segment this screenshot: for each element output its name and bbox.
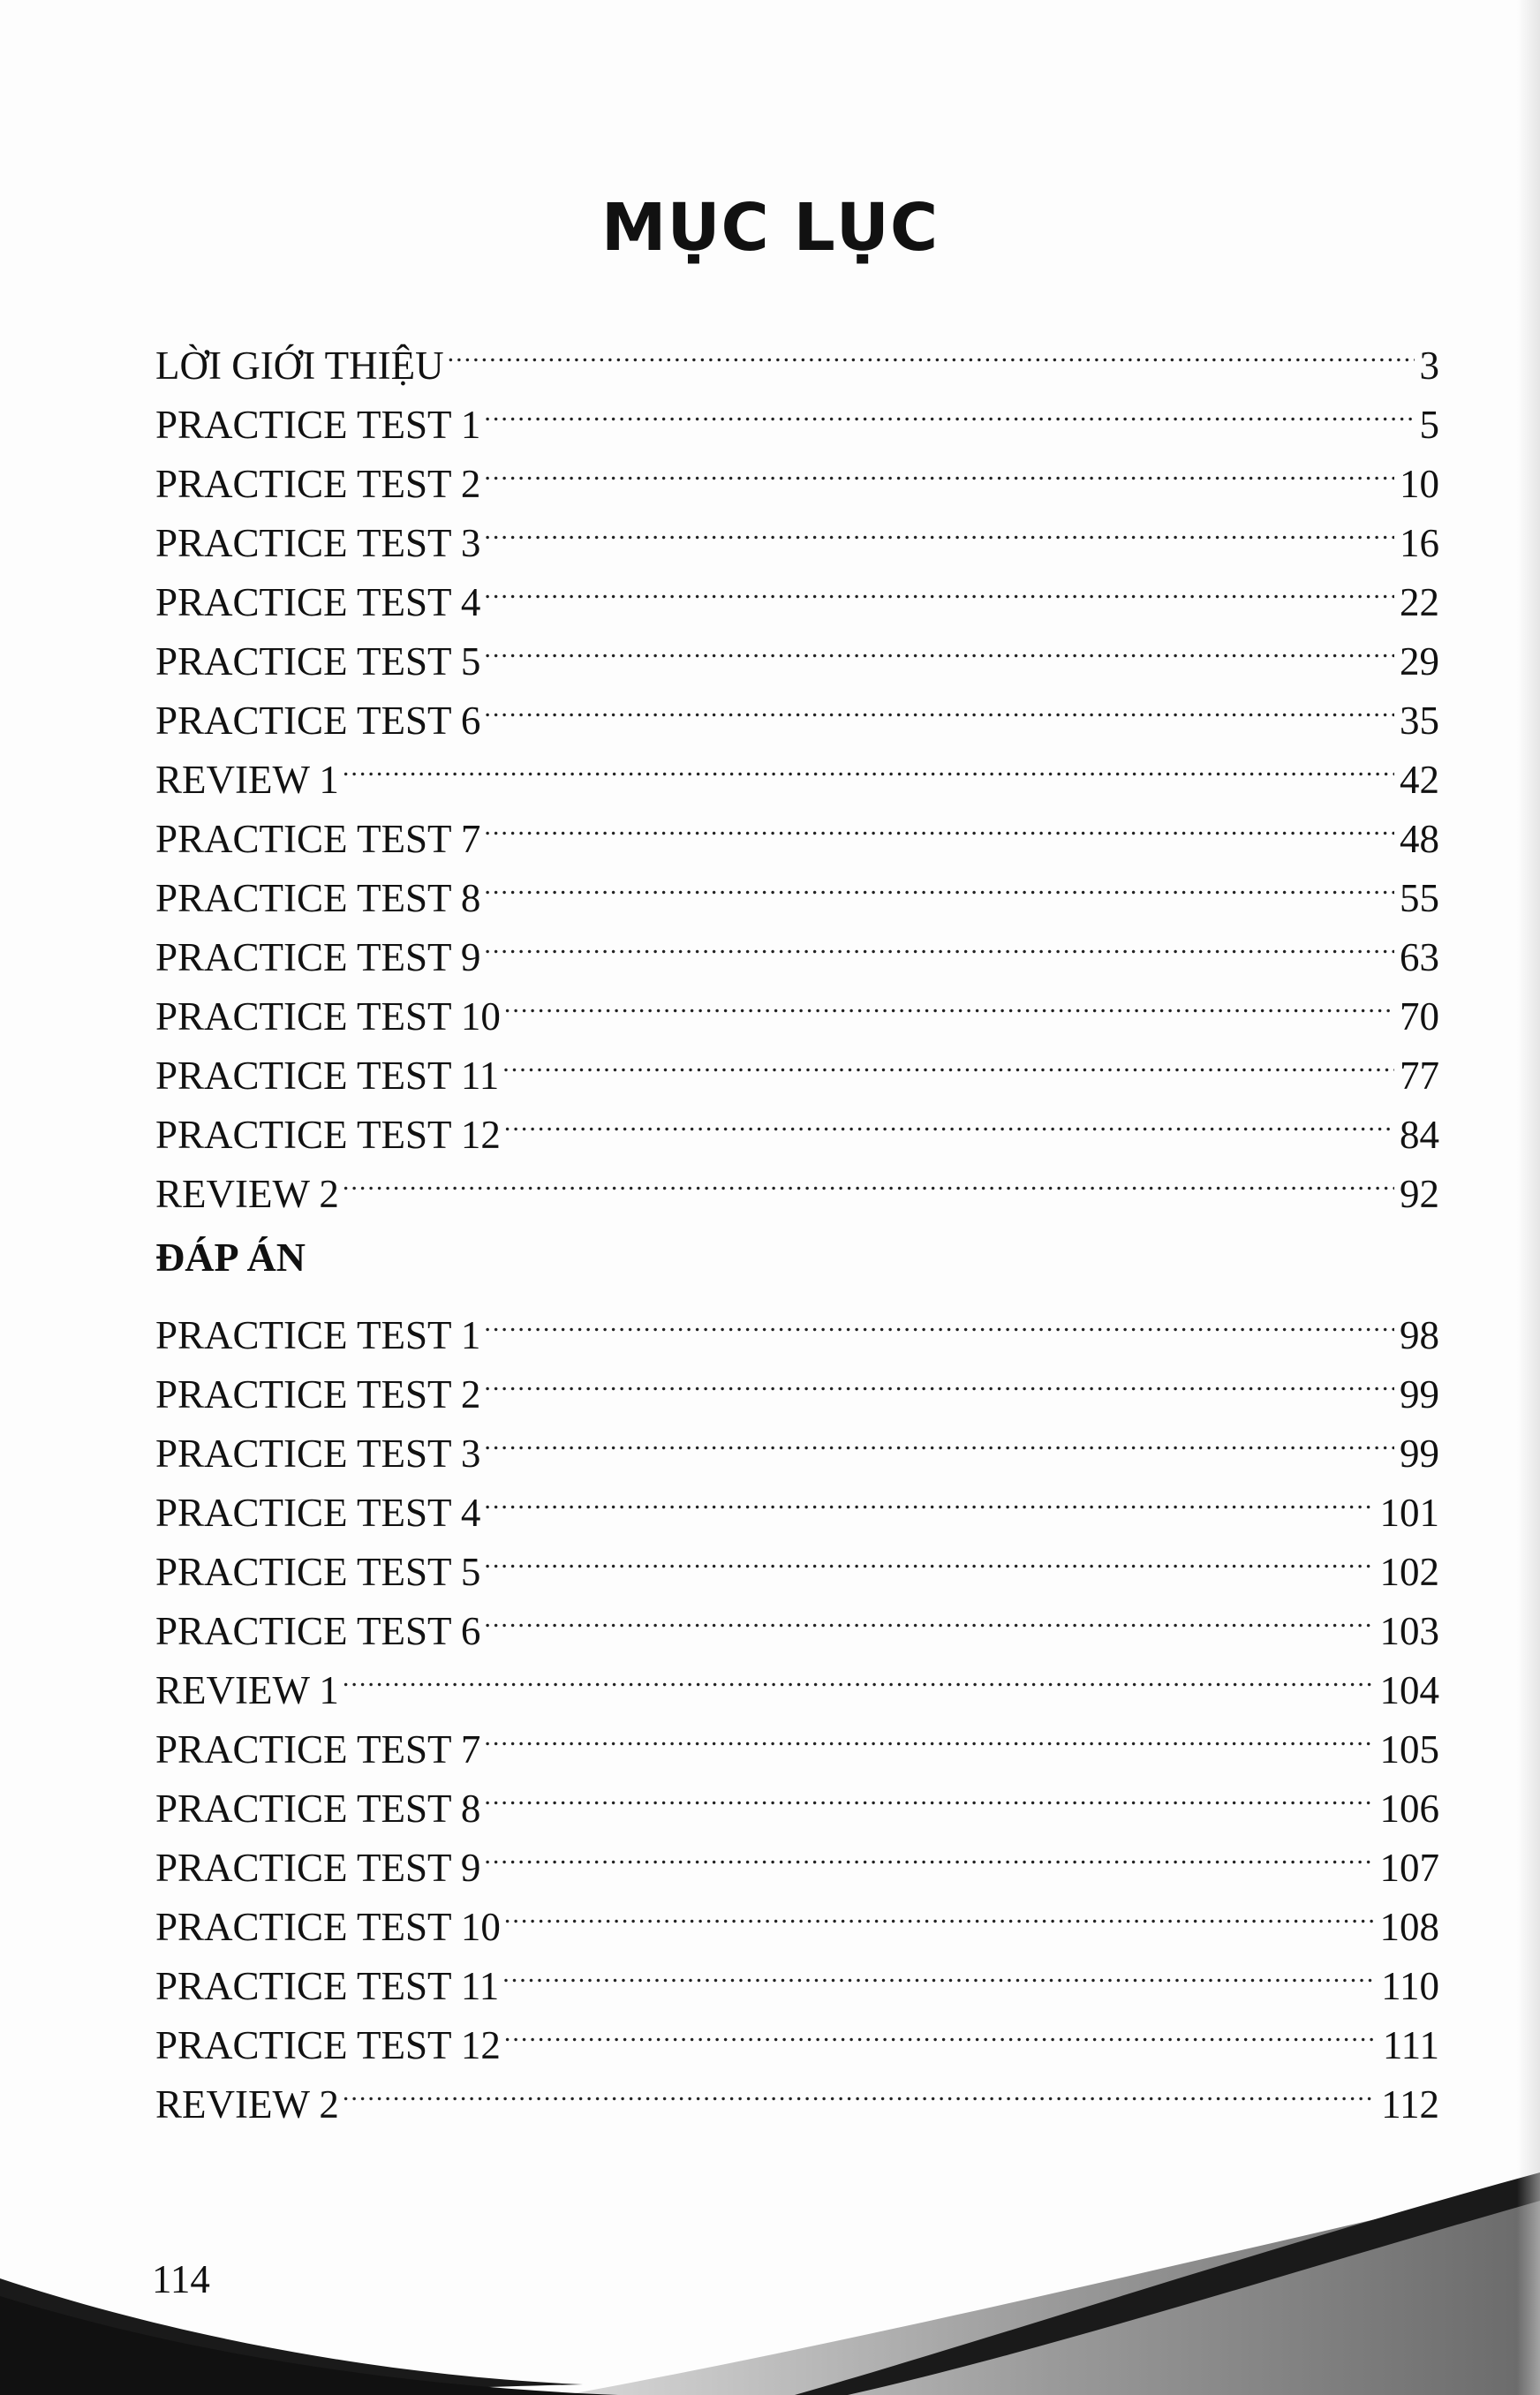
- toc-row-label: REVIEW 2: [155, 1172, 339, 1216]
- toc-row-label: PRACTICE TEST 12: [155, 1113, 501, 1157]
- toc-row-label: PRACTICE TEST 11: [155, 1054, 500, 1098]
- toc-row-page: 106: [1379, 1787, 1439, 1831]
- toc-row-page: 55: [1400, 876, 1439, 920]
- toc-row-page: 42: [1400, 758, 1439, 802]
- page-title: MỤC LỤC: [600, 190, 940, 266]
- toc-row-page: 10: [1400, 462, 1439, 506]
- toc-row-page: 63: [1400, 935, 1439, 979]
- swoosh-gray-band: [565, 2181, 1540, 2395]
- toc-row-page: 35: [1400, 699, 1439, 743]
- toc-row-page: 16: [1400, 521, 1439, 565]
- toc-row-page: 107: [1379, 1846, 1439, 1890]
- toc-row-page: 99: [1400, 1372, 1439, 1417]
- toc-row-page: 99: [1400, 1432, 1439, 1476]
- toc-row-label: PRACTICE TEST 12: [155, 2023, 501, 2067]
- page-edge-shadow: [1517, 0, 1540, 2395]
- toc-row-page: 110: [1381, 1964, 1439, 2008]
- toc-row-label: PRACTICE TEST 3: [155, 1432, 481, 1476]
- toc-row-label: PRACTICE TEST 3: [155, 521, 481, 565]
- toc-row-label: PRACTICE TEST 8: [155, 876, 481, 920]
- toc-row-page: 29: [1400, 639, 1439, 684]
- toc-row-label: REVIEW 2: [155, 2082, 339, 2127]
- toc-row-page: 108: [1379, 1905, 1439, 1949]
- toc-row-label: PRACTICE TEST 9: [155, 935, 481, 979]
- answers-heading: ĐÁP ÁN: [155, 1235, 306, 1280]
- toc-row-label: REVIEW 1: [155, 758, 339, 802]
- toc-row-label: PRACTICE TEST 2: [155, 462, 481, 506]
- toc-row-label: LỜI GIỚI THIỆU: [155, 344, 444, 388]
- toc-row-label: PRACTICE TEST 5: [155, 639, 481, 684]
- toc-row-page: 77: [1400, 1054, 1439, 1098]
- toc-row-label: PRACTICE TEST 4: [155, 1491, 481, 1535]
- toc-row-page: 22: [1400, 580, 1439, 624]
- toc-row-label: PRACTICE TEST 4: [155, 580, 481, 624]
- toc-row-label: PRACTICE TEST 10: [155, 994, 501, 1039]
- toc-row-page: 111: [1382, 2023, 1439, 2067]
- toc-row-label: PRACTICE TEST 8: [155, 1787, 481, 1831]
- toc-row-page: 98: [1400, 1313, 1439, 1357]
- toc-row-label: PRACTICE TEST 7: [155, 817, 481, 861]
- toc-row-page: 103: [1379, 1609, 1439, 1653]
- toc-row-page: 84: [1400, 1113, 1439, 1157]
- toc-row-page: 102: [1379, 1550, 1439, 1594]
- toc-row-label: PRACTICE TEST 10: [155, 1905, 501, 1949]
- toc-row-label: PRACTICE TEST 2: [155, 1372, 481, 1417]
- toc-row-label: PRACTICE TEST 11: [155, 1964, 500, 2008]
- toc-row-page: 105: [1379, 1727, 1439, 1772]
- toc-row-label: PRACTICE TEST 6: [155, 1609, 481, 1653]
- toc-row-page: 70: [1400, 994, 1439, 1039]
- toc-row-page: 5: [1419, 403, 1439, 447]
- page-number: 114: [152, 2257, 210, 2301]
- toc-row-page: 48: [1400, 817, 1439, 861]
- toc-row-label: PRACTICE TEST 5: [155, 1550, 481, 1594]
- toc-row-page: 112: [1381, 2082, 1439, 2127]
- toc-row-label: PRACTICE TEST 6: [155, 699, 481, 743]
- toc-row-page: 3: [1419, 344, 1439, 388]
- toc-row-label: PRACTICE TEST 9: [155, 1846, 481, 1890]
- toc-row-label: REVIEW 1: [155, 1668, 339, 1712]
- toc-row-label: PRACTICE TEST 1: [155, 403, 481, 447]
- toc-row-page: 92: [1400, 1172, 1439, 1216]
- toc-row-page: 101: [1379, 1491, 1439, 1535]
- toc-row-label: PRACTICE TEST 1: [155, 1313, 481, 1357]
- toc-row-page: 104: [1379, 1668, 1439, 1712]
- toc-row-label: PRACTICE TEST 7: [155, 1727, 481, 1772]
